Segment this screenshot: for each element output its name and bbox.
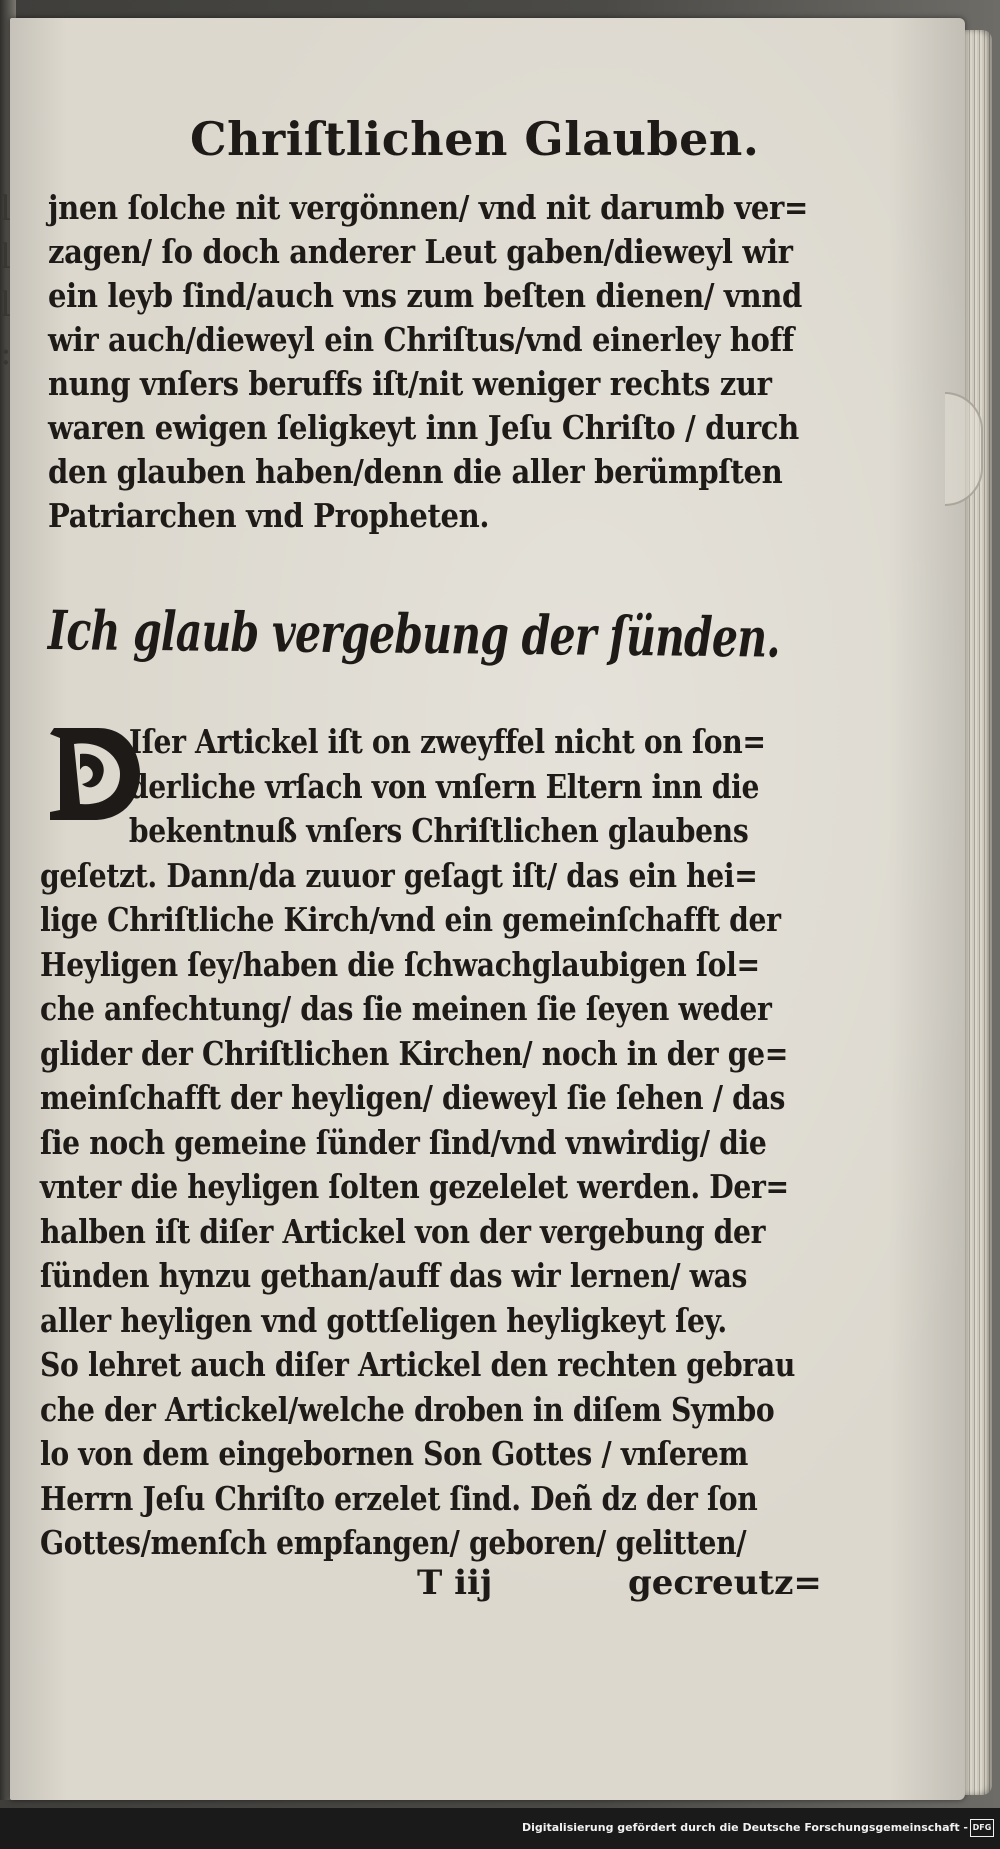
dfg-logo: DFG [970, 1819, 994, 1837]
facing-page-margin-marks: l l l : [0, 189, 12, 373]
text-line: ein leyb ſind/auch vns zum beſten dienen/ vnnd [48, 276, 802, 315]
text-line: bekentnuß vnſers Chriſtlichen glaubens [128, 811, 749, 850]
catchword: gecreutz= [628, 1563, 822, 1603]
text-line: Iſer Artickel iſt on zweyffel nicht on ſon= [128, 722, 766, 761]
text-line: wir auch/dieweyl ein Chriſtus/vnd einerley hoff [48, 320, 794, 359]
text-line: halben iſt diſer Artickel von der vergebung der [40, 1211, 766, 1251]
text-line: ſünden hynzu gethan/auff das wir lernen/ was [40, 1256, 748, 1295]
text-line: meinſchafft der heyligen/ dieweyl ſie ſehen / das [40, 1078, 785, 1117]
article-heading: Ich glaub vergebung der ſünden. [47, 598, 781, 670]
text-line: vnter die heyligen ſolten gezelelet werden. Der= [40, 1167, 789, 1206]
text-line: geſetzt. Dann/da zuuor geſagt iſt/ das ein hei= [40, 855, 758, 895]
text-line: derliche vrſach von vnſern Eltern inn die [128, 766, 760, 806]
signature-mark: T iij [417, 1563, 493, 1603]
text-line: Gottes/menſch empfangen/ geboren/ gelitten/ [40, 1523, 747, 1562]
text-line: ſie noch gemeine ſünder ſind/vnd vnwirdig/ die [40, 1122, 767, 1162]
text-line: zagen/ ſo doch anderer Leut gaben/dieweyl wir [48, 232, 793, 271]
text-line: Herrn Jeſu Chriſto erzelet ſind. Deñ dz der ſon [40, 1478, 758, 1518]
footer-bar [0, 1808, 1000, 1849]
text-line: lo von dem eingebornen Son Gottes / vnſerem [40, 1434, 749, 1473]
text-line: waren ewigen ſeligkeyt inn Jeſu Chriſto / durch [48, 408, 799, 447]
page-stack-edge [962, 30, 992, 1795]
text-line: che der Artickel/welche droben in diſem Symbo [40, 1389, 775, 1429]
text-line: den glauben haben/denn die aller berümpſten [48, 452, 783, 491]
section-two-text [40, 720, 924, 1566]
text-line: lige Chriſtliche Kirch/vnd ein gemeinſchafft der [40, 900, 781, 939]
text-line: aller heyligen vnd gottſeligen heyligkeyt ſey. [40, 1300, 727, 1340]
section-one-text [48, 186, 911, 538]
footer-credit: Digitalisierung gefördert durch die Deutsche Forschungsgemeinschaft - [521, 1821, 968, 1834]
running-head: Chriſtlichen Glauben. [190, 112, 760, 166]
text-line: che anfechtung/ das ſie meinen ſie ſeyen weder [40, 989, 772, 1028]
text-line: jnen ſolche nit vergönnen/ vnd nit darumb ver= [48, 188, 808, 227]
text-line: So lehret auch diſer Artickel den rechten gebrau [40, 1345, 795, 1384]
text-line: nung vnſers beruffs iſt/nit weniger rechts zur [48, 364, 772, 403]
text-line: Patriarchen vnd Propheten. [48, 496, 490, 535]
text-line: glider der Chriſtlichen Kirchen/ noch in der ge= [40, 1033, 788, 1073]
text-line: Heyligen ſey/haben die ſchwachglaubigen ſol= [40, 944, 760, 984]
